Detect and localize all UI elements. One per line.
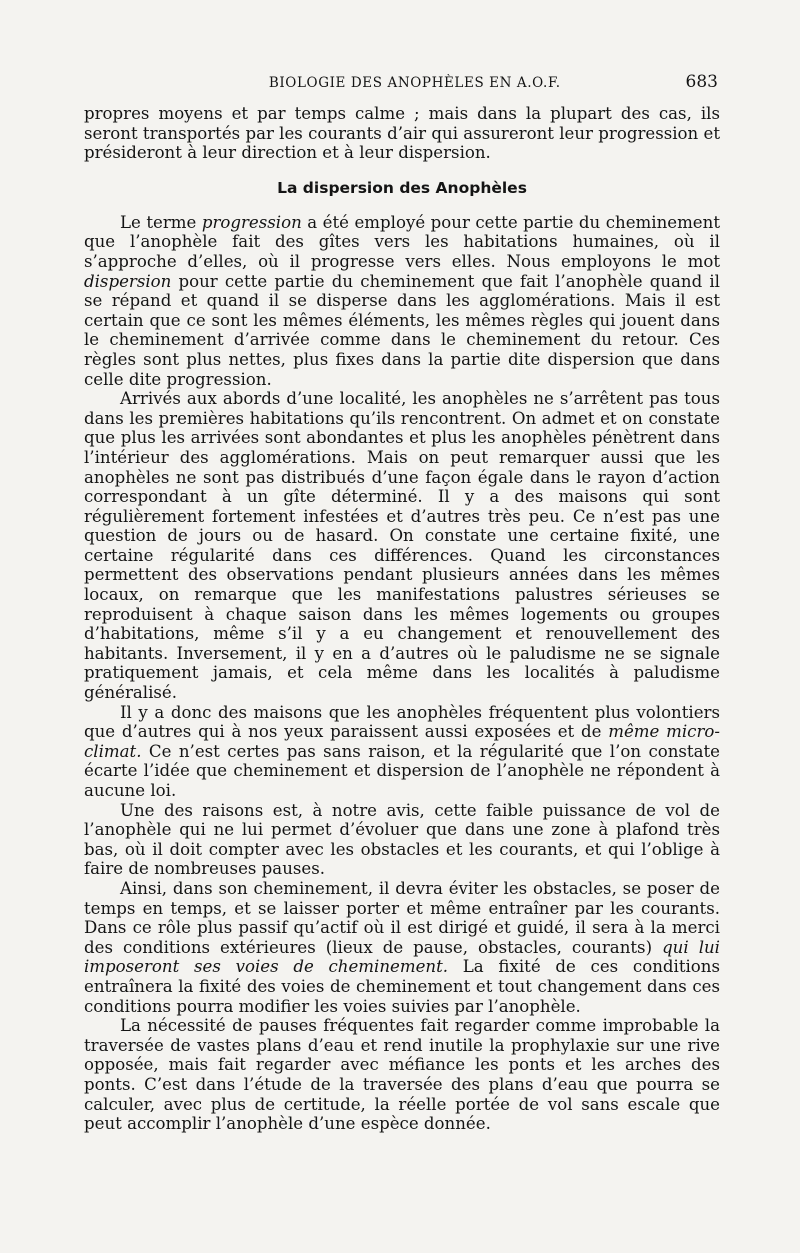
body-text	[84, 104, 720, 1134]
paragraph-4: Une des raisons est, à notre avis, cette faible puissance de vol de l’anophèle qui ne lui permet d’évoluer que dans une zone à plafond très bas, où il doit compter avec les obstacles et les courants, et qui l’oblige à faire de nombreuses pauses.	[84, 800, 720, 879]
italic-phrase: qui lui imposeront ses voies de cheminement.	[84, 937, 720, 977]
text-run: La fixité de ces conditions entraînera la fixité des voies de cheminement et tout changement dans ces conditions pourra modifier les voies suivies par l’anophèle.	[84, 957, 720, 1016]
paragraph-2: Arrivés aux abords d’une localité, les anophèles ne s’arrêtent pas tous dans les premières habitations qu’ils rencontrent. On admet et on constate que plus les arrivées sont abondantes et plus les anophèles pénètrent dans l’intérieur des agglomérations. Mais on peut remarquer aussi que les anophèles ne sont pas distribués d’une façon égale dans le rayon d’action correspondant à un gîte déterminé. Il y a des maisons qui sont régulièrement fortement infestées et d’autres très peu. Ce n’est pas une question de jours ou de hasard. On constate une certaine fixité, une certaine régularité dans ces différences. Quand les circonstances permettent des observations pendant plusieurs années dans les mêmes locaux, on remarque que les manifestations palustres sérieuses se reproduisent à chaque saison dans les mêmes logements ou groupes d’habitations, même s’il y a eu changement et renouvellement des habitants. Inversement, il y en a d’autres où le paludisme ne se signale pratiquement jamais, et cela même dans les localités à paludisme généralisé.	[84, 389, 720, 703]
paragraph-1	[84, 213, 720, 389]
paragraph-3	[84, 703, 720, 801]
paragraph-6: La nécessité de pauses fréquentes fait regarder comme improbable la traversée de vastes plans d’eau et rend inutile la prophylaxie sur une rive opposée, mais fait regarder avec méfiance les ponts et les arches des ponts. C’est dans l’étude de la traversée des plans d’eau que pourra se calculer, avec plus de certitude, la réelle portée de vol sans escale que peut accomplir l’anophèle d’une espèce donnée.	[84, 1016, 720, 1134]
paragraph-continuation: propres moyens et par temps calme ; mais dans la plupart des cas, ils seront transportés par les courants d’air qui assureront leur progression et présideront à leur direction et à leur dispersion.	[84, 104, 720, 163]
text-run: Il y a donc des maisons que les anophèles fréquentent plus volontiers que d’autres qui à nos yeux paraissent aussi exposées et de	[84, 702, 720, 742]
running-header	[84, 72, 720, 94]
section-heading: La dispersion des Anophèles	[277, 178, 527, 197]
italic-term: même micro-climat.	[84, 722, 720, 761]
text-run: pour cette partie du cheminement que fait l’anophèle quand il se répand et quand il se disperse dans les agglomérations. Mais il est certain que ce sont les mêmes éléments, les mêmes règles qui jouent dans le cheminement d’arrivée comme dans le cheminement du retour. Ces règles sont plus nettes, plus fixes dans la partie dite dispersion que dans celle dite progression.	[84, 271, 720, 389]
text-run: Le terme	[120, 212, 202, 232]
page-number: 683	[685, 72, 718, 92]
italic-term: dispersion	[84, 271, 172, 291]
paragraph-5	[84, 879, 720, 1016]
italic-term: progression	[201, 212, 302, 232]
running-title: BIOLOGIE DES ANOPHÈLES EN A.O.F.	[268, 75, 561, 91]
text-run: Ainsi, dans son cheminement, il devra éviter les obstacles, se poser de temps en temps, et se laisser porter et même entraîner par les courants. Dans ce rôle plus passif qu’actif où il est dirigé et guidé, il sera à la merci des conditions extérieures (lieux de pause, obstacles, courants)	[84, 878, 720, 957]
text-run: Ce n’est certes pas sans raison, et la régularité que l’on constate écarte l’idée que cheminement et dispersion de l’anophèle ne répondent à aucune loi.	[84, 741, 720, 800]
text-run: a été employé pour cette partie du cheminement que l’anophèle fait des gîtes vers les habitations humaines, où il s’approche d’elles, où il progresse vers elles. Nous employons le mot	[84, 212, 720, 271]
